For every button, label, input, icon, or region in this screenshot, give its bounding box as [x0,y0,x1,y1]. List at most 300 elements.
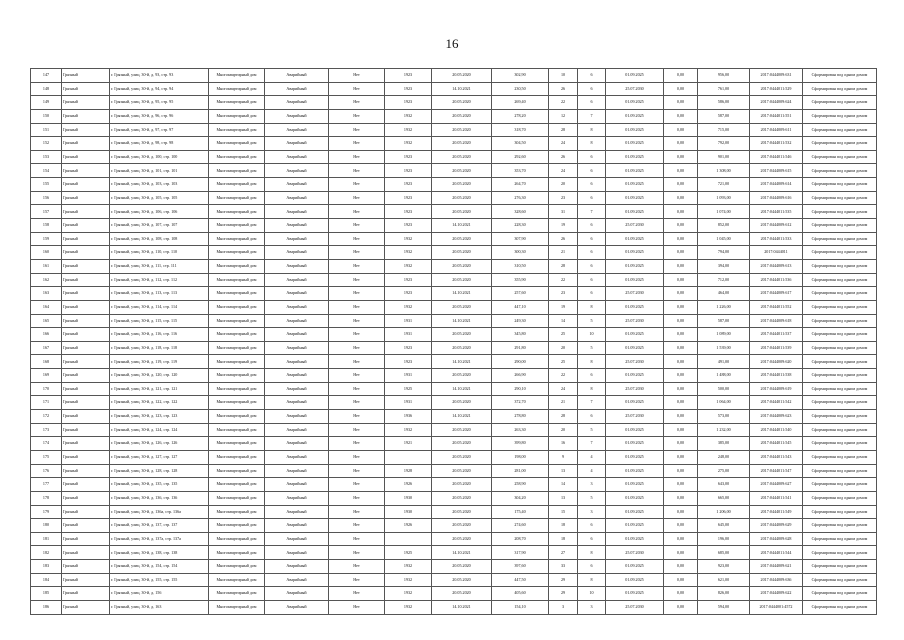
building-type-cell: Многоквартирный дом [209,191,265,205]
address-cell: г. Грязный, улиц. 30-й, д. 110, стр. 110 [110,246,209,260]
apartments-count-cell: 6 [578,519,606,533]
note-cell: Сформирован под одним домом [803,178,877,192]
construction-year-cell: 1923 [385,287,432,301]
land-area-cell: 1 232,00 [698,423,750,437]
planned-resettlement-date-cell: 25.07.2030 [606,410,664,424]
cadastral-number-cell: 2017:0444011:536 [750,273,803,287]
cadastral-number-cell: 2017:0444009:628 [750,532,803,546]
note-cell: Сформирован под одним домом [803,519,877,533]
condition-status-cell: Аварийный [265,560,329,574]
note-cell: Сформирован под одним домом [803,328,877,342]
table-row [31,137,877,151]
municipality-cell: Грязный [62,273,110,287]
cultural-heritage-cell: Нет [329,82,385,96]
cadastral-number-cell: 2017:0444009:622 [750,587,803,601]
residents-count-cell: 12 [549,109,578,123]
row-number-cell: 162 [31,273,62,287]
apartments-count-cell: 6 [578,369,606,383]
building-type-cell: Многоквартирный дом [209,437,265,451]
address-cell: г. Грязный, улиц. 30-й, д. 95, стр. 95 [110,96,209,110]
note-cell: Сформирован под одним домом [803,382,877,396]
recognition-date-cell: 20.05.2020 [432,123,492,137]
building-type-cell: Многоквартирный дом [209,69,265,83]
municipality-cell: Грязный [62,300,110,314]
construction-year-cell: 1923 [385,164,432,178]
building-type-cell: Многоквартирный дом [209,150,265,164]
table-row [31,232,877,246]
area-value-cell: 0,00 [664,96,698,110]
cadastral-number-cell: 2017:0444009:613 [750,259,803,273]
area-value-cell: 0,00 [664,191,698,205]
building-type-cell: Многоквартирный дом [209,109,265,123]
building-type-cell: Многоквартирный дом [209,546,265,560]
table-row [31,505,877,519]
planned-resettlement-date-cell: 01.09.2025 [606,369,664,383]
planned-resettlement-date-cell: 25.07.2030 [606,314,664,328]
recognition-date-cell: 20.05.2020 [432,300,492,314]
total-area-cell: 274,60 [492,519,549,533]
building-type-cell: Многоквартирный дом [209,300,265,314]
building-type-cell: Многоквартирный дом [209,355,265,369]
land-area-cell: 594,00 [698,600,750,614]
note-cell: Сформирован под одним домом [803,491,877,505]
address-cell: г. Грязный, улиц. 30-й, д. 119, стр. 119 [110,355,209,369]
recognition-date-cell: 20.05.2020 [432,519,492,533]
planned-resettlement-date-cell: 01.09.2025 [606,450,664,464]
condition-status-cell: Аварийный [265,382,329,396]
residents-count-cell: 29 [549,587,578,601]
address-cell: г. Грязный, улиц. 30-й, д. 126, стр. 126 [110,437,209,451]
residents-count-cell: 21 [549,396,578,410]
condition-status-cell: Аварийный [265,69,329,83]
building-type-cell: Многоквартирный дом [209,137,265,151]
row-number-cell: 184 [31,573,62,587]
construction-year-cell: 1923 [385,191,432,205]
condition-status-cell: Аварийный [265,259,329,273]
construction-year-cell: 1923 [385,355,432,369]
area-value-cell: 0,00 [664,505,698,519]
planned-resettlement-date-cell: 01.09.2025 [606,478,664,492]
apartments-count-cell: 7 [578,437,606,451]
total-area-cell: 405,60 [492,587,549,601]
table-row [31,328,877,342]
note-cell: Сформирован под одним домом [803,314,877,328]
condition-status-cell: Аварийный [265,164,329,178]
municipality-cell: Грязный [62,123,110,137]
address-cell: г. Грязный, улиц. 30-й, д. 123, стр. 123 [110,410,209,424]
row-number-cell: 170 [31,382,62,396]
apartments-count-cell: 5 [578,491,606,505]
apartments-count-cell: 3 [578,600,606,614]
housing-registry-table [30,68,877,615]
municipality-cell: Грязный [62,587,110,601]
planned-resettlement-date-cell: 01.09.2025 [606,396,664,410]
construction-year-cell: 1931 [385,396,432,410]
residents-count-cell: 24 [549,137,578,151]
planned-resettlement-date-cell: 01.09.2025 [606,437,664,451]
land-area-cell: 1 089,00 [698,328,750,342]
cadastral-number-cell: 2017:0444009:618 [750,314,803,328]
construction-year-cell: 1932 [385,137,432,151]
land-area-cell: 685,00 [698,546,750,560]
total-area-cell: 230,50 [492,82,549,96]
land-area-cell: 901,00 [698,150,750,164]
residents-count-cell: 28 [549,123,578,137]
table-row [31,178,877,192]
row-number-cell: 183 [31,560,62,574]
construction-year-cell: 1930 [385,505,432,519]
building-type-cell: Многоквартирный дом [209,123,265,137]
cadastral-number-cell: 2017:0444009:611 [750,123,803,137]
row-number-cell: 152 [31,137,62,151]
municipality-cell: Грязный [62,519,110,533]
municipality-cell: Грязный [62,505,110,519]
cultural-heritage-cell: Нет [329,109,385,123]
address-cell: г. Грязный, улиц. 30-й, д. 155, стр. 155 [110,573,209,587]
condition-status-cell: Аварийный [265,287,329,301]
cultural-heritage-cell: Нет [329,259,385,273]
address-cell: г. Грязный, улиц. 30-й, д. 105, стр. 105 [110,191,209,205]
address-cell: г. Грязный, улиц. 30-й, д. 163 [110,600,209,614]
land-area-cell: 1 206,00 [698,505,750,519]
cadastral-number-cell: 2017:0444011:552 [750,300,803,314]
table-row [31,314,877,328]
residents-count-cell: 20 [549,341,578,355]
apartments-count-cell: 6 [578,532,606,546]
condition-status-cell: Аварийный [265,96,329,110]
table-row [31,259,877,273]
area-value-cell: 0,00 [664,164,698,178]
recognition-date-cell: 20.05.2020 [432,69,492,83]
table-row [31,491,877,505]
construction-year-cell: 1928 [385,464,432,478]
note-cell: Сформирован под одним домом [803,600,877,614]
municipality-cell: Грязный [62,560,110,574]
building-type-cell: Многоквартирный дом [209,587,265,601]
cultural-heritage-cell: Нет [329,178,385,192]
cadastral-number-cell: 2017:0444009:623 [750,410,803,424]
municipality-cell: Грязный [62,287,110,301]
land-area-cell: 248,00 [698,450,750,464]
condition-status-cell: Аварийный [265,532,329,546]
municipality-cell: Грязный [62,96,110,110]
cadastral-number-cell: 2017:0444011:538 [750,369,803,383]
area-value-cell: 0,00 [664,382,698,396]
table-row [31,69,877,83]
note-cell: Сформирован под одним домом [803,546,877,560]
planned-resettlement-date-cell: 01.09.2025 [606,423,664,437]
address-cell: г. Грязный, улиц. 30-й, д. 122, стр. 122 [110,396,209,410]
cadastral-number-cell: 2017:0444011 [750,246,803,260]
recognition-date-cell: 20.05.2020 [432,478,492,492]
address-cell: г. Грязный, улиц. 30-й, д. 136а, стр. 136а [110,505,209,519]
land-area-cell: 587,00 [698,109,750,123]
building-type-cell: Многоквартирный дом [209,314,265,328]
condition-status-cell: Аварийный [265,355,329,369]
total-area-cell: 290,00 [492,355,549,369]
condition-status-cell: Аварийный [265,205,329,219]
condition-status-cell: Аварийный [265,573,329,587]
building-type-cell: Многоквартирный дом [209,382,265,396]
condition-status-cell: Аварийный [265,600,329,614]
condition-status-cell: Аварийный [265,546,329,560]
apartments-count-cell: 10 [578,587,606,601]
land-area-cell: 394,00 [698,259,750,273]
apartments-count-cell: 8 [578,382,606,396]
planned-resettlement-date-cell: 01.09.2025 [606,573,664,587]
construction-year-cell: 1932 [385,259,432,273]
residents-count-cell: 26 [549,82,578,96]
condition-status-cell: Аварийный [265,478,329,492]
planned-resettlement-date-cell: 25.07.2030 [606,287,664,301]
condition-status-cell: Аварийный [265,191,329,205]
note-cell: Сформирован под одним домом [803,396,877,410]
cadastral-number-cell: 2017:0444011:551 [750,109,803,123]
row-number-cell: 149 [31,96,62,110]
area-value-cell: 0,00 [664,246,698,260]
cultural-heritage-cell: Нет [329,464,385,478]
cultural-heritage-cell: Нет [329,328,385,342]
recognition-date-cell: 14.10.2021 [432,382,492,396]
total-area-cell: 258,90 [492,478,549,492]
municipality-cell: Грязный [62,150,110,164]
address-cell: г. Грязный, улиц. 30-й, д. 121, стр. 121 [110,382,209,396]
address-cell: г. Грязный, улиц. 30-й, д. 116, стр. 116 [110,328,209,342]
building-type-cell: Многоквартирный дом [209,519,265,533]
cultural-heritage-cell: Нет [329,150,385,164]
construction-year-cell: 1923 [385,96,432,110]
recognition-date-cell: 14.10.2021 [432,314,492,328]
cadastral-number-cell: 2017:0444001:4572 [750,600,803,614]
cadastral-number-cell: 2017:0444011:541 [750,491,803,505]
planned-resettlement-date-cell: 01.09.2025 [606,69,664,83]
table-row [31,519,877,533]
area-value-cell: 0,00 [664,560,698,574]
residents-count-cell: 28 [549,410,578,424]
area-value-cell: 0,00 [664,600,698,614]
planned-resettlement-date-cell: 01.09.2025 [606,137,664,151]
cultural-heritage-cell: Нет [329,137,385,151]
total-area-cell: 447,10 [492,300,549,314]
planned-resettlement-date-cell: 01.09.2025 [606,464,664,478]
total-area-cell: 292,60 [492,150,549,164]
municipality-cell: Грязный [62,491,110,505]
land-area-cell: 1 093,00 [698,191,750,205]
residents-count-cell: 20 [549,423,578,437]
building-type-cell: Многоквартирный дом [209,600,265,614]
construction-year-cell: 1936 [385,410,432,424]
address-cell: г. Грязный, улиц. 30-й, д. 115, стр. 115 [110,314,209,328]
note-cell: Сформирован под одним домом [803,287,877,301]
area-value-cell: 0,00 [664,573,698,587]
residents-count-cell: 9 [549,450,578,464]
apartments-count-cell: 8 [578,573,606,587]
recognition-date-cell: 20.05.2020 [432,191,492,205]
cultural-heritage-cell: Нет [329,369,385,383]
recognition-date-cell: 20.05.2020 [432,137,492,151]
row-number-cell: 171 [31,396,62,410]
cultural-heritage-cell: Нет [329,478,385,492]
planned-resettlement-date-cell: 01.09.2025 [606,519,664,533]
apartments-count-cell: 6 [578,560,606,574]
area-value-cell: 0,00 [664,478,698,492]
building-type-cell: Многоквартирный дом [209,164,265,178]
municipality-cell: Грязный [62,546,110,560]
apartments-count-cell: 3 [578,505,606,519]
recognition-date-cell: 20.05.2020 [432,259,492,273]
cadastral-number-cell: 2017:0444009:620 [750,355,803,369]
row-number-cell: 155 [31,178,62,192]
note-cell: Сформирован под одним домом [803,450,877,464]
building-type-cell: Многоквартирный дом [209,178,265,192]
land-area-cell: 491,00 [698,355,750,369]
note-cell: Сформирован под одним домом [803,573,877,587]
area-value-cell: 0,00 [664,396,698,410]
planned-resettlement-date-cell: 01.09.2025 [606,532,664,546]
recognition-date-cell: 20.05.2020 [432,587,492,601]
land-area-cell: 1 064,00 [698,396,750,410]
recognition-date-cell: 20.05.2020 [432,341,492,355]
building-type-cell: Многоквартирный дом [209,396,265,410]
land-area-cell: 721,00 [698,178,750,192]
residents-count-cell: 24 [549,382,578,396]
table-row [31,396,877,410]
condition-status-cell: Аварийный [265,150,329,164]
area-value-cell: 0,00 [664,587,698,601]
residents-count-cell: 31 [549,205,578,219]
area-value-cell: 0,00 [664,273,698,287]
recognition-date-cell: 20.05.2020 [432,205,492,219]
cultural-heritage-cell: Нет [329,423,385,437]
table-row [31,573,877,587]
table-row [31,410,877,424]
planned-resettlement-date-cell: 01.09.2025 [606,341,664,355]
table-row [31,82,877,96]
condition-status-cell: Аварийный [265,137,329,151]
construction-year-cell: 1926 [385,478,432,492]
condition-status-cell: Аварийный [265,423,329,437]
land-area-cell: 275,00 [698,464,750,478]
residents-count-cell: 20 [549,178,578,192]
area-value-cell: 0,00 [664,341,698,355]
area-value-cell: 0,00 [664,328,698,342]
planned-resettlement-date-cell: 01.09.2025 [606,259,664,273]
cultural-heritage-cell: Нет [329,587,385,601]
total-area-cell: 307,90 [492,232,549,246]
land-area-cell: 665,00 [698,491,750,505]
municipality-cell: Грязный [62,423,110,437]
cultural-heritage-cell: Нет [329,232,385,246]
area-value-cell: 0,00 [664,137,698,151]
page-number: 16 [445,36,459,51]
table-row [31,464,877,478]
note-cell: Сформирован под одним домом [803,109,877,123]
municipality-cell: Грязный [62,573,110,587]
building-type-cell: Многоквартирный дом [209,205,265,219]
row-number-cell: 186 [31,600,62,614]
construction-year-cell [385,450,432,464]
planned-resettlement-date-cell: 01.09.2025 [606,123,664,137]
address-cell: г. Грязный, улиц. 30-й, д. 101, стр. 101 [110,164,209,178]
planned-resettlement-date-cell: 01.09.2025 [606,109,664,123]
condition-status-cell: Аварийный [265,410,329,424]
construction-year-cell: 1923 [385,273,432,287]
row-number-cell: 166 [31,328,62,342]
construction-year-cell: 1931 [385,314,432,328]
planned-resettlement-date-cell: 01.09.2025 [606,205,664,219]
construction-year-cell: 1932 [385,560,432,574]
building-type-cell: Многоквартирный дом [209,246,265,260]
municipality-cell: Грязный [62,478,110,492]
planned-resettlement-date-cell: 01.09.2025 [606,491,664,505]
municipality-cell: Грязный [62,259,110,273]
total-area-cell: 304,50 [492,137,549,151]
residents-count-cell: 19 [549,219,578,233]
address-cell: г. Грязный, улиц. 30-й, д. 135, стр. 135 [110,478,209,492]
cultural-heritage-cell: Нет [329,532,385,546]
address-cell: г. Грязный, улиц. 30-й, д. 113, стр. 113 [110,287,209,301]
municipality-cell: Грязный [62,191,110,205]
row-number-cell: 185 [31,587,62,601]
cultural-heritage-cell: Нет [329,314,385,328]
total-area-cell: 228,30 [492,219,549,233]
address-cell: г. Грязный, улиц. 30-й, д. 128, стр. 128 [110,464,209,478]
note-cell: Сформирован под одним домом [803,369,877,383]
apartments-count-cell: 4 [578,464,606,478]
address-cell: г. Грязный, улиц. 30-й, д. 136, стр. 136 [110,491,209,505]
recognition-date-cell: 20.05.2020 [432,328,492,342]
municipality-cell: Грязный [62,232,110,246]
note-cell: Сформирован под одним домом [803,423,877,437]
apartments-count-cell: 6 [578,246,606,260]
building-type-cell: Многоквартирный дом [209,423,265,437]
cadastral-number-cell: 2017:0444011:542 [750,396,803,410]
apartments-count-cell: 3 [578,478,606,492]
address-cell: г. Грязный, улиц. 30-й, д. 100, стр. 100 [110,150,209,164]
note-cell: Сформирован под одним домом [803,150,877,164]
total-area-cell: 263,30 [492,423,549,437]
land-area-cell: 794,00 [698,246,750,260]
residents-count-cell: 18 [549,519,578,533]
municipality-cell: Грязный [62,437,110,451]
municipality-cell: Грязный [62,410,110,424]
municipality-cell: Грязный [62,382,110,396]
building-type-cell: Многоквартирный дом [209,464,265,478]
municipality-cell: Грязный [62,396,110,410]
land-area-cell: 792,00 [698,137,750,151]
note-cell: Сформирован под одним домом [803,437,877,451]
cultural-heritage-cell: Нет [329,396,385,410]
total-area-cell: 304,20 [492,491,549,505]
total-area-cell: 300,30 [492,246,549,260]
recognition-date-cell: 20.05.2020 [432,96,492,110]
construction-year-cell: 1932 [385,587,432,601]
cultural-heritage-cell: Нет [329,355,385,369]
cadastral-number-cell: 2017:0444011:537 [750,328,803,342]
area-value-cell: 0,00 [664,109,698,123]
land-area-cell: 1 539,00 [698,341,750,355]
cadastral-number-cell: 2017:0444009:614 [750,178,803,192]
planned-resettlement-date-cell: 01.09.2025 [606,191,664,205]
cadastral-number-cell: 2017:0444011:546 [750,150,803,164]
condition-status-cell: Аварийный [265,232,329,246]
land-area-cell: 956,00 [698,69,750,83]
cultural-heritage-cell: Нет [329,546,385,560]
address-cell: г. Грязный, улиц. 30-й, д. 120, стр. 120 [110,369,209,383]
land-area-cell: 643,00 [698,478,750,492]
table-row [31,287,877,301]
residents-count-cell: 19 [549,300,578,314]
